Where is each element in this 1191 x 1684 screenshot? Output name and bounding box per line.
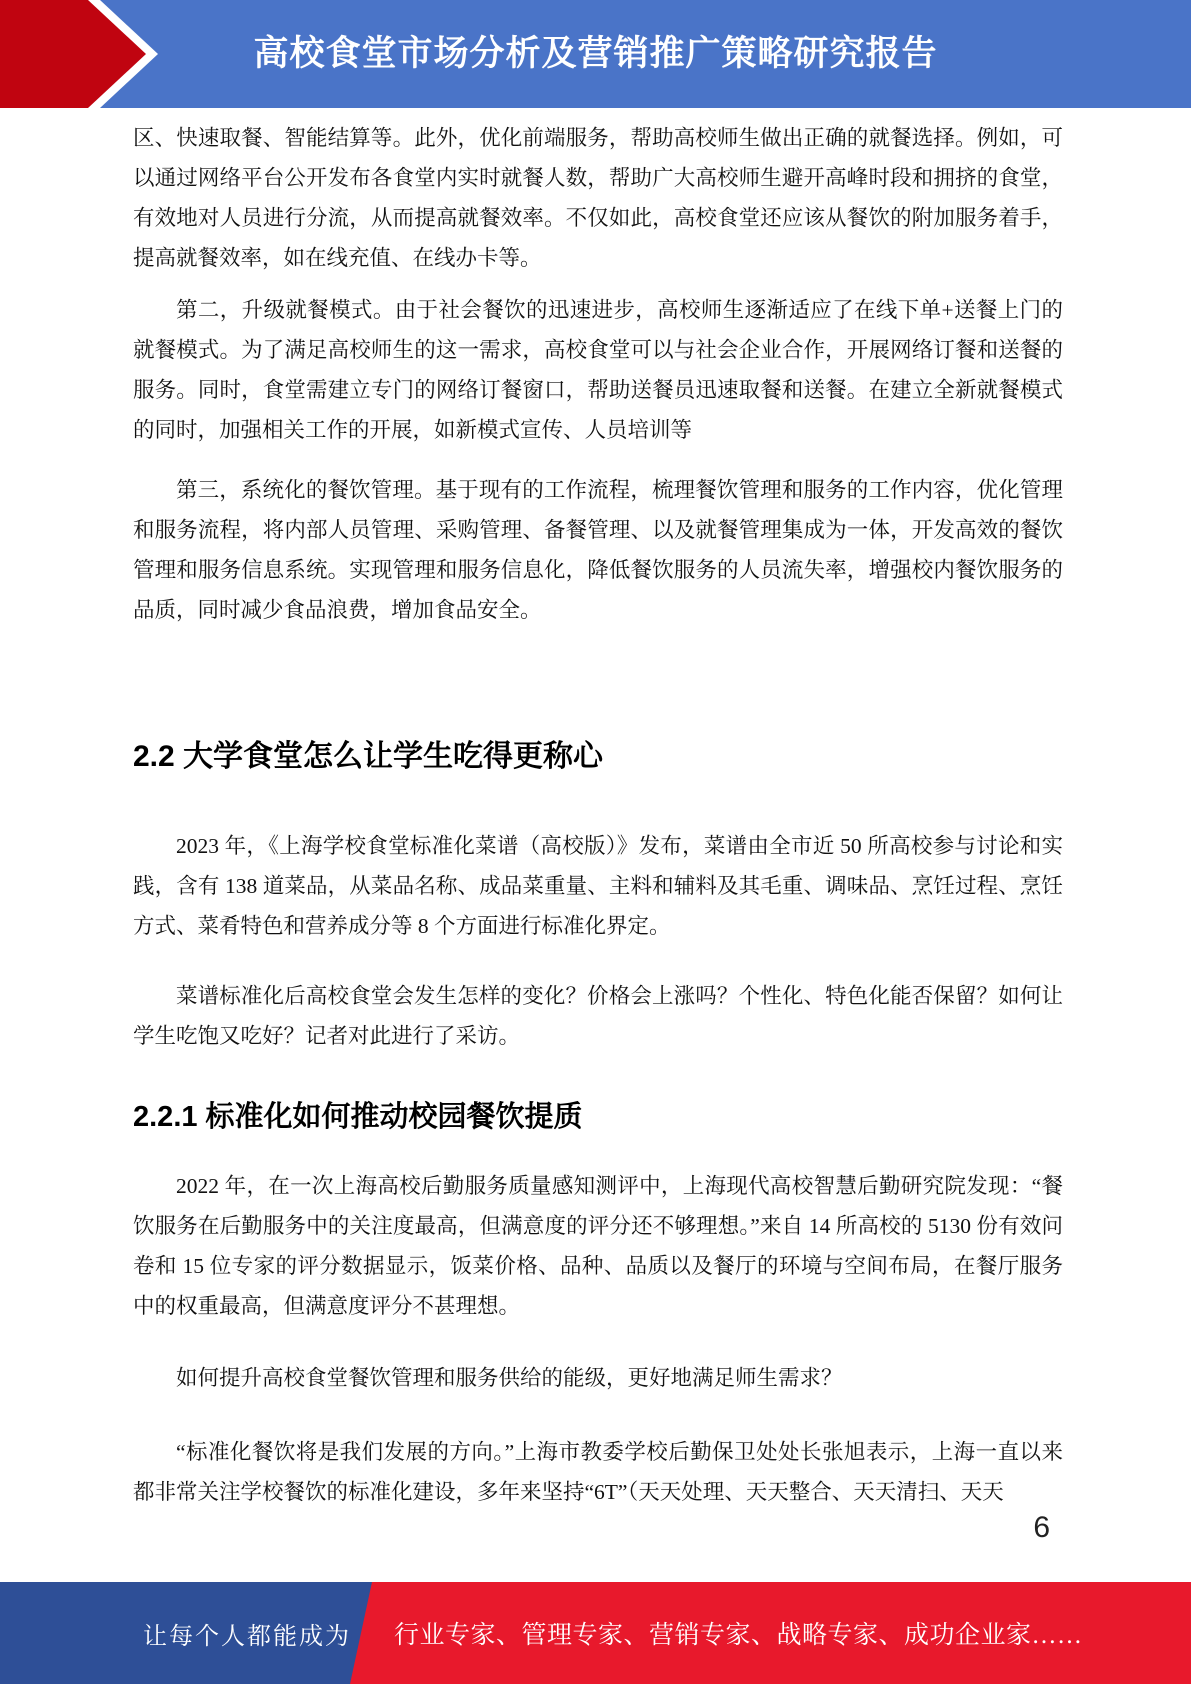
report-title: 高校食堂市场分析及营销推广策略研究报告	[253, 34, 938, 73]
paragraph-standardization-questions: 菜谱标准化后高校食堂会发生怎样的变化？价格会上涨吗？个性化、特色化能否保留？如何让学生吃饱又吃好？记者对此进行了采访。	[133, 984, 1063, 1048]
footer-slogan-right: 行业专家、管理专家、营销专家、战略专家、成功企业家……	[394, 1622, 1083, 1649]
page-header	[0, 0, 1191, 108]
paragraph-standardized-menu: 2023 年，《上海学校食堂标准化菜谱（高校版）》发布，菜谱由全市近 50 所高校参与讨论和实践，含有 138 道菜品，从菜品名称、成品菜重量、主料和辅料及其毛重、调味品、烹饪过程、烹饪方式、菜肴特色和营养成分等 8 个方面进行标准化界定。	[133, 834, 1063, 938]
paragraph-dining-services: 区、快速取餐、智能结算等。此外，优化前端服务，帮助高校师生做出正确的就餐选择。例如，可以通过网络平台公开发布各食堂内实时就餐人数，帮助广大高校师生避开高峰时段和拥挤的食堂，有效地对人员进行分流，从而提高就餐效率。不仅如此，高校食堂还应该从餐饮的附加服务着手，提高就餐效率，如在线充值、在线办卡等。	[133, 126, 1063, 270]
footer-slogan-left: 让每个人都能成为	[143, 1623, 351, 1650]
paragraph-upgrade-dining-mode: 第二，升级就餐模式。由于社会餐饮的迅速进步，高校师生逐渐适应了在线下单+送餐上门的就餐模式。为了满足高校师生的这一需求，高校食堂可以与社会企业合作，开展网络订餐和送餐的服务。同时，食堂需建立专门的网络订餐窗口，帮助送餐员迅速取餐和送餐。在建立全新就餐模式的同时，加强相关工作的开展，如新模式宣传、人员培训等	[133, 298, 1063, 442]
paragraph-standardization-direction: “标准化餐饮将是我们发展的方向。”上海市教委学校后勤保卫处处长张旭表示，上海一直以来都非常关注学校餐饮的标准化建设，多年来坚持“6T”（天天处理、天天整合、天天清扫、天天	[133, 1440, 1063, 1504]
paragraph-survey-findings: 2022 年，在一次上海高校后勤服务质量感知测评中，上海现代高校智慧后勤研究院发现：“餐饮服务在后勤服务中的关注度最高，但满意度的评分还不够理想。”来自 14 所高校的 5130 份有效问卷和 15 位专家的评分数据显示，饭菜价格、品种、品质以及餐厅的环境与空间布局，在餐厅服务中的权重最高，但满意度评分不甚理想。	[133, 1174, 1063, 1318]
paragraph-question-improve: 如何提升高校食堂餐饮管理和服务供给的能级，更好地满足师生需求？	[176, 1366, 843, 1390]
section-heading-2-2: 2.2 大学食堂怎么让学生吃得更称心	[133, 740, 604, 773]
page-number: 6	[1033, 1511, 1050, 1544]
section-heading-2-2-1: 2.2.1 标准化如何推动校园餐饮提质	[133, 1101, 583, 1133]
paragraph-systematic-management: 第三，系统化的餐饮管理。基于现有的工作流程，梳理餐饮管理和服务的工作内容，优化管理和服务流程，将内部人员管理、采购管理、备餐管理、以及就餐管理集成为一体，开发高效的餐饮管理和服务信息系统。实现管理和服务信息化，降低餐饮服务的人员流失率，增强校内餐饮服务的品质，同时减少食品浪费，增加食品安全。	[133, 478, 1063, 622]
page-footer	[0, 1582, 1191, 1684]
